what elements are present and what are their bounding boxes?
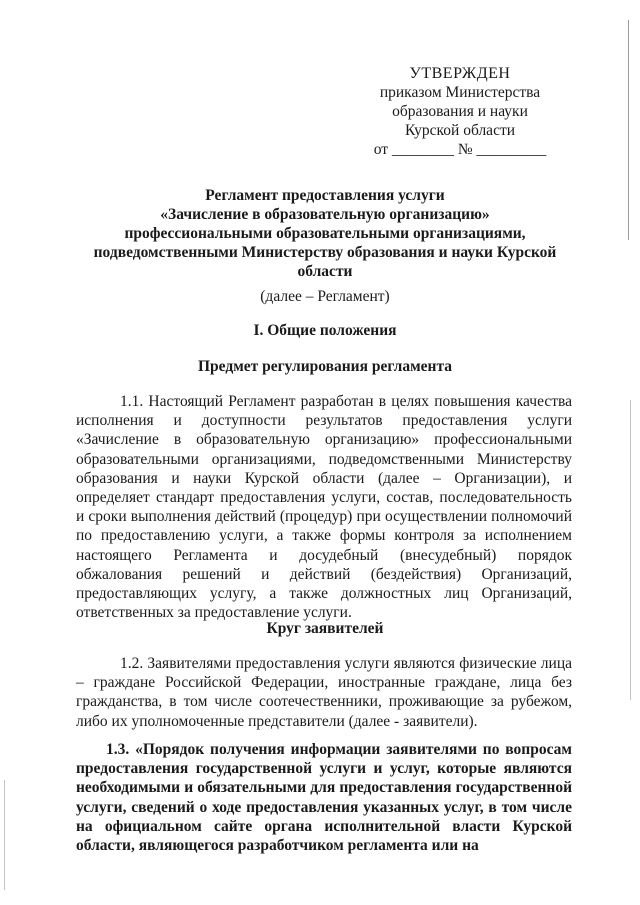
- scan-edge-mark: [630, 400, 631, 700]
- subsection-heading-applicants: Круг заявителей: [266, 620, 384, 637]
- paragraph-1-3: 1.3. «Порядок получения информации заявителями по вопросам предоставления государственной услуги и услуг, которые являются необходимыми и обязательными для предоставления государственной услуги, сведений о ходе предоставления указанных услуг, в том числе на официальном сайте органа исполнительной власти Курской области, являющегося разработчиком регламента или на: [76, 741, 572, 855]
- approval-title: УТВЕРЖДЕН: [409, 65, 511, 82]
- title-line: профессиональными образовательными организациями,: [124, 225, 526, 242]
- title-line: Регламент предоставления услуги: [205, 187, 445, 204]
- approval-line: образования и науки: [392, 103, 528, 120]
- document-title: [70, 186, 580, 281]
- title-line: «Зачисление в образовательную организацию»: [160, 206, 490, 223]
- approval-date-number: от ________ № _________: [373, 141, 547, 158]
- title-line: области: [297, 263, 353, 280]
- approval-line: Курской области: [404, 122, 516, 139]
- section-heading-general: I. Общие положения: [253, 322, 397, 339]
- title-line: подведомственными Министерству образования и науки Курской: [93, 244, 557, 261]
- paragraph-1-2: 1.2. Заявителями предоставления услуги являются физические лица – граждане Российской Федерации, иностранные граждане, лица без гражданства, в том числе соотечественники, проживающие за рубежом, либо их уполномоченные представители (далее - заявители).: [76, 655, 572, 730]
- scan-edge-mark: [628, 20, 629, 240]
- approval-stamp: [350, 64, 570, 159]
- paragraph-1-1: 1.1. Настоящий Регламент разработан в целях повышения качества исполнения и доступности результатов предоставления услуги «Зачисление в образовательную организацию» профессиональными образовательными организациями, подведомственными Министерству образования и науки Курской области (далее – Организации), и определяет стандарт предоставления услуги, состав, последовательность и сроки выполнения действий (процедур) при осуществлении полномочий по предоставлению услуги, а также формы контроля за исполнением настоящего Регламента и досудебный (внесудебный) порядок обжалования решений и действий (бездействия) Организаций, предоставляющих услугу, а также должностных лиц Организаций, ответственных за предоставление услуги.: [76, 393, 572, 622]
- approval-line: приказом Министерства: [379, 84, 541, 101]
- scan-edge-mark: [4, 780, 5, 890]
- document-subtitle: (далее – Регламент): [260, 288, 390, 305]
- subsection-heading-subject: Предмет регулирования регламента: [198, 358, 452, 375]
